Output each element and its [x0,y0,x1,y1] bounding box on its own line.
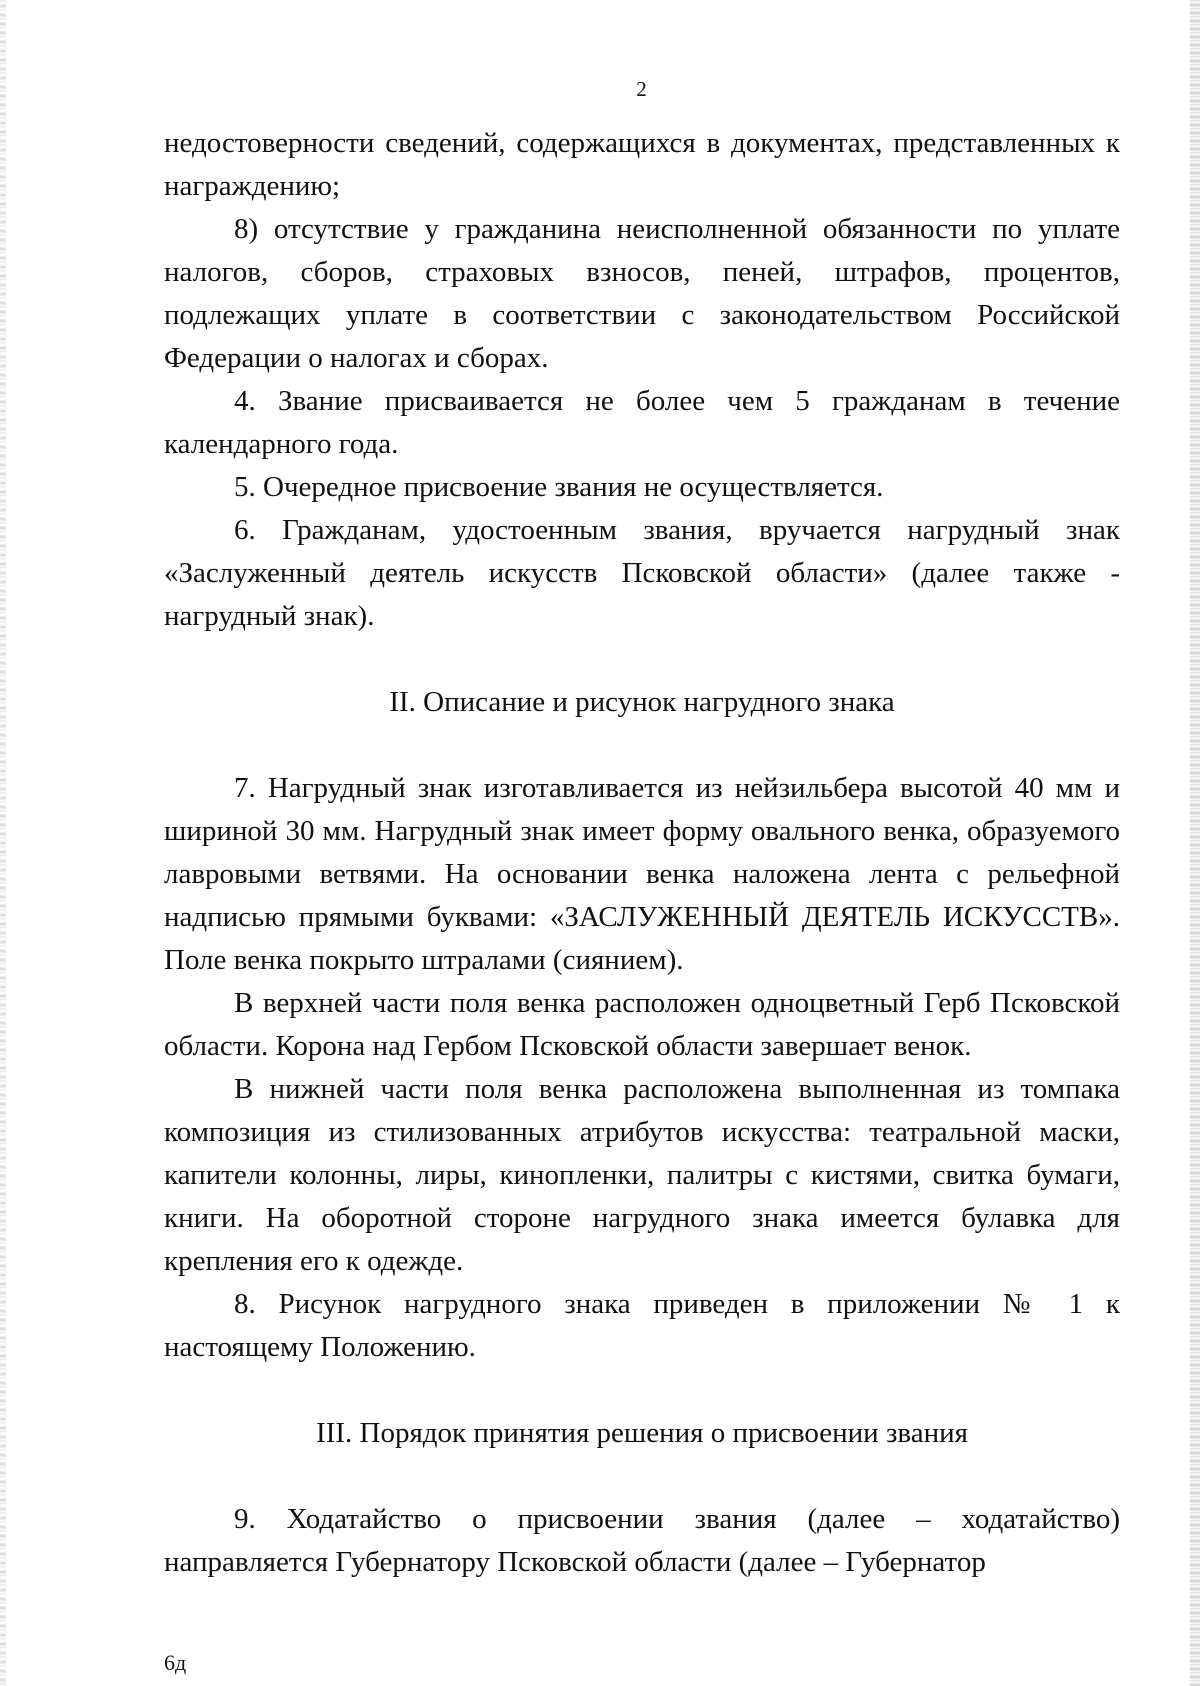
paragraph-item-6: 6. Гражданам, удостоенным звания, вручается нагрудный знак «Заслуженный деятель искусств Псковской области» (далее также - нагрудный знак). [164,514,1120,632]
paragraph-item-5: 5. Очередное присвоение звания не осуществляется. [234,471,884,503]
paragraph-upper-field: В верхней части поля венка расположен одноцветный Герб Псковской области. Корона над Гербом Псковской области завершает венок. [164,987,1120,1062]
paragraph-item-9: 9. Ходатайство о присвоении звания (далее – ходатайство) направляется Губернатору Псковской области (далее – Губернатор [164,1503,1120,1578]
page-body [164,122,1120,1584]
paragraph-continuation: недостоверности сведений, содержащихся в документах, представленных к награждению; [164,127,1120,202]
paragraph-item-7: 7. Нагрудный знак изготавливается из нейзильбера высотой 40 мм и шириной 30 мм. Нагрудный знак имеет форму овального венка, образуемого лавровыми ветвями. На основании венка наложена лента с рельефной надписью прямыми буквами: «ЗАСЛУЖЕННЫЙ ДЕЯТЕЛЬ ИСКУССТВ». Поле венка покрыто штралами (сиянием). [164,772,1120,976]
paragraph-item-8-drawing: 8. Рисунок нагрудного знака приведен в приложении № 1 к настоящему Положению. [164,1288,1120,1363]
page-number: 2 [636,77,647,101]
section-3-heading: III. Порядок принятия решения о присвоении звания [316,1417,968,1449]
paragraph-item-8: 8) отсутствие у гражданина неисполненной обязанности по уплате налогов, сборов, страховых взносов, пеней, штрафов, процентов, подлежащих уплате в соответствии с законодательством Российской Федерации о налогах и сборах. [164,213,1120,374]
section-2-heading: II. Описание и рисунок нагрудного знака [389,686,895,718]
paragraph-lower-field: В нижней части поля венка расположена выполненная из томпака композиция из стилизованных атрибутов искусства: театральной маски, капители колонны, лиры, кинопленки, палитры с кистями, свитка бумаги, книги. На оборотной стороне нагрудного знака имеется булавка для крепления его к одежде. [164,1073,1120,1277]
paragraph-item-4: 4. Звание присваивается не более чем 5 гражданам в течение календарного года. [164,385,1120,460]
footer-code: 6д [164,1650,187,1675]
scan-edge-left [0,0,6,1686]
scan-edge-right [1190,0,1200,1686]
